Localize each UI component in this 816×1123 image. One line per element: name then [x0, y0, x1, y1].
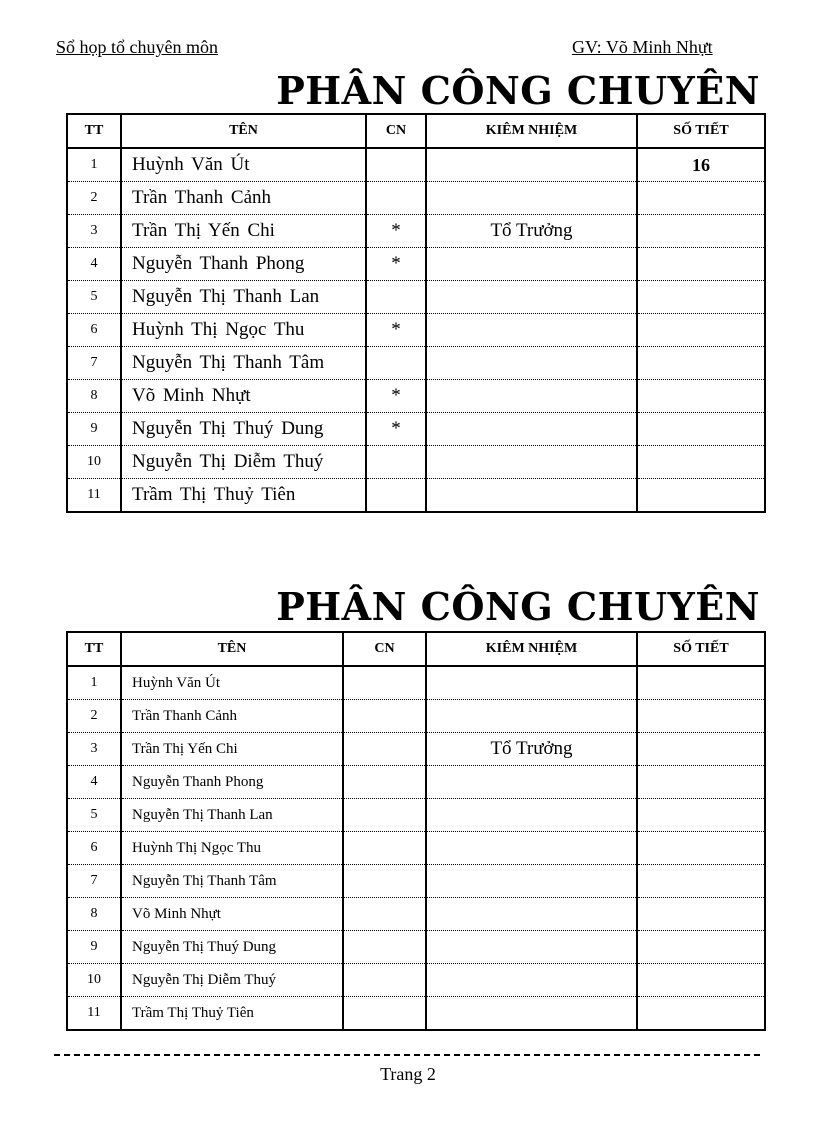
row-number: 5 [67, 281, 121, 314]
row-kiem-nhiem [426, 182, 637, 215]
table-row [67, 997, 765, 1031]
row-name: Nguyễn Thị Diễm Thuý [121, 446, 366, 479]
row-cn-mark [366, 446, 426, 479]
row-number: 8 [67, 898, 121, 931]
row-name: Huỳnh Thị Ngọc Thu [121, 832, 343, 865]
row-cn-mark: * [366, 380, 426, 413]
row-cn-mark [343, 832, 426, 865]
table-row [67, 700, 765, 733]
row-cn-mark: * [366, 314, 426, 347]
row-cn-mark [366, 148, 426, 182]
row-cn-mark [343, 898, 426, 931]
row-kiem-nhiem: Tổ Trưởng [426, 215, 637, 248]
row-cn-mark [343, 997, 426, 1031]
row-cn-mark: * [366, 248, 426, 281]
table-body-1 [67, 148, 765, 512]
section2-title: PHÂN CÔNG CHUYÊN [276, 584, 760, 629]
table-row [67, 413, 765, 446]
row-so-tiet [637, 215, 765, 248]
header-teacher-name: GV: Võ Minh Nhựt [572, 37, 713, 57]
row-name: Trần Thị Yến Chi [121, 733, 343, 766]
col-header-kiem-nhiem: KIÊM NHIỆM [426, 114, 637, 148]
row-number: 4 [67, 766, 121, 799]
row-kiem-nhiem [426, 766, 637, 799]
row-number: 11 [67, 479, 121, 513]
table-row [67, 964, 765, 997]
table-row [67, 832, 765, 865]
row-name: Trần Thanh Cảnh [121, 182, 366, 215]
row-cn-mark [366, 182, 426, 215]
row-name: Võ Minh Nhựt [121, 898, 343, 931]
row-kiem-nhiem [426, 898, 637, 931]
row-number: 3 [67, 215, 121, 248]
table-row [67, 347, 765, 380]
row-cn-mark: * [366, 413, 426, 446]
row-number: 9 [67, 413, 121, 446]
row-name: Nguyễn Thị Thanh Lan [121, 281, 366, 314]
row-so-tiet [637, 446, 765, 479]
table-row [67, 865, 765, 898]
row-kiem-nhiem [426, 964, 637, 997]
row-name: Nguyễn Thị Thuý Dung [121, 413, 366, 446]
row-so-tiet [637, 700, 765, 733]
header-notebook-title: Sổ họp tổ chuyên môn [56, 37, 218, 57]
row-kiem-nhiem [426, 148, 637, 182]
row-so-tiet [637, 964, 765, 997]
row-cn-mark [343, 700, 426, 733]
row-cn-mark [343, 666, 426, 700]
table-body-2 [67, 666, 765, 1030]
row-number: 6 [67, 832, 121, 865]
row-so-tiet [637, 766, 765, 799]
table-header-row [67, 114, 765, 148]
row-so-tiet [637, 832, 765, 865]
row-name: Trần Thanh Cảnh [121, 700, 343, 733]
row-so-tiet [637, 799, 765, 832]
row-number: 6 [67, 314, 121, 347]
row-name: Nguyễn Thanh Phong [121, 766, 343, 799]
row-so-tiet [637, 281, 765, 314]
row-name: Nguyễn Thị Thanh Lan [121, 799, 343, 832]
row-number: 11 [67, 997, 121, 1031]
row-number: 9 [67, 931, 121, 964]
table-row [67, 248, 765, 281]
section1-title: PHÂN CÔNG CHUYÊN [276, 68, 760, 113]
row-number: 10 [67, 964, 121, 997]
row-number: 10 [67, 446, 121, 479]
col-header-kiem-nhiem: KIÊM NHIỆM [426, 632, 637, 666]
row-kiem-nhiem [426, 347, 637, 380]
assignment-table-1 [66, 113, 766, 513]
row-so-tiet [637, 380, 765, 413]
row-so-tiet [637, 347, 765, 380]
row-number: 1 [67, 666, 121, 700]
row-number: 4 [67, 248, 121, 281]
row-so-tiet [637, 997, 765, 1031]
row-cn-mark [366, 281, 426, 314]
row-so-tiet [637, 666, 765, 700]
row-so-tiet [637, 733, 765, 766]
row-kiem-nhiem [426, 413, 637, 446]
row-kiem-nhiem [426, 666, 637, 700]
row-number: 7 [67, 347, 121, 380]
row-number: 2 [67, 700, 121, 733]
row-cn-mark [343, 931, 426, 964]
row-so-tiet [637, 865, 765, 898]
table-row [67, 799, 765, 832]
row-cn-mark [366, 347, 426, 380]
row-so-tiet [637, 314, 765, 347]
col-header-so-tiet: SỐ TIẾT [637, 114, 765, 148]
table-row [67, 733, 765, 766]
row-name: Nguyễn Thị Thanh Tâm [121, 347, 366, 380]
col-header-cn: CN [366, 114, 426, 148]
row-so-tiet [637, 931, 765, 964]
row-kiem-nhiem [426, 314, 637, 347]
table-row [67, 666, 765, 700]
row-kiem-nhiem [426, 865, 637, 898]
row-name: Nguyễn Thanh Phong [121, 248, 366, 281]
row-kiem-nhiem [426, 380, 637, 413]
assignment-table-2 [66, 631, 766, 1031]
table-row [67, 314, 765, 347]
page-number: Trang 2 [380, 1064, 436, 1084]
row-number: 5 [67, 799, 121, 832]
col-header-cn: CN [343, 632, 426, 666]
table-row [67, 281, 765, 314]
row-name: Trần Thị Yến Chi [121, 215, 366, 248]
table-row [67, 215, 765, 248]
row-so-tiet [637, 413, 765, 446]
table-row [67, 182, 765, 215]
col-header-tt: TT [67, 114, 121, 148]
row-name: Huỳnh Thị Ngọc Thu [121, 314, 366, 347]
row-kiem-nhiem [426, 997, 637, 1031]
row-cn-mark [343, 964, 426, 997]
row-name: Huỳnh Văn Út [121, 148, 366, 182]
row-number: 2 [67, 182, 121, 215]
row-cn-mark [343, 766, 426, 799]
footer-divider [54, 1054, 760, 1056]
row-so-tiet [637, 248, 765, 281]
row-name: Võ Minh Nhựt [121, 380, 366, 413]
row-kiem-nhiem [426, 479, 637, 513]
row-name: Huỳnh Văn Út [121, 666, 343, 700]
row-cn-mark [366, 479, 426, 513]
row-cn-mark [343, 865, 426, 898]
row-kiem-nhiem [426, 446, 637, 479]
table-row [67, 479, 765, 513]
row-kiem-nhiem [426, 281, 637, 314]
col-header-tt: TT [67, 632, 121, 666]
table-row [67, 931, 765, 964]
row-so-tiet [637, 479, 765, 513]
row-so-tiet [637, 898, 765, 931]
col-header-ten: TÊN [121, 632, 343, 666]
row-cn-mark [343, 733, 426, 766]
row-kiem-nhiem [426, 700, 637, 733]
row-kiem-nhiem [426, 832, 637, 865]
row-name: Nguyễn Thị Diễm Thuý [121, 964, 343, 997]
row-number: 3 [67, 733, 121, 766]
table-row [67, 148, 765, 182]
row-name: Nguyễn Thị Thanh Tâm [121, 865, 343, 898]
table-row [67, 380, 765, 413]
table-row [67, 898, 765, 931]
col-header-ten: TÊN [121, 114, 366, 148]
row-name: Trầm Thị Thuỷ Tiên [121, 997, 343, 1031]
table-row [67, 446, 765, 479]
row-cn-mark [343, 799, 426, 832]
row-kiem-nhiem: Tổ Trưởng [426, 733, 637, 766]
row-number: 1 [67, 148, 121, 182]
table-header-row [67, 632, 765, 666]
row-number: 8 [67, 380, 121, 413]
row-kiem-nhiem [426, 799, 637, 832]
row-kiem-nhiem [426, 248, 637, 281]
row-name: Trầm Thị Thuỷ Tiên [121, 479, 366, 513]
row-so-tiet [637, 182, 765, 215]
row-so-tiet: 16 [637, 148, 765, 182]
row-cn-mark: * [366, 215, 426, 248]
table-row [67, 766, 765, 799]
row-kiem-nhiem [426, 931, 637, 964]
col-header-so-tiet: SỐ TIẾT [637, 632, 765, 666]
row-number: 7 [67, 865, 121, 898]
row-name: Nguyễn Thị Thuý Dung [121, 931, 343, 964]
